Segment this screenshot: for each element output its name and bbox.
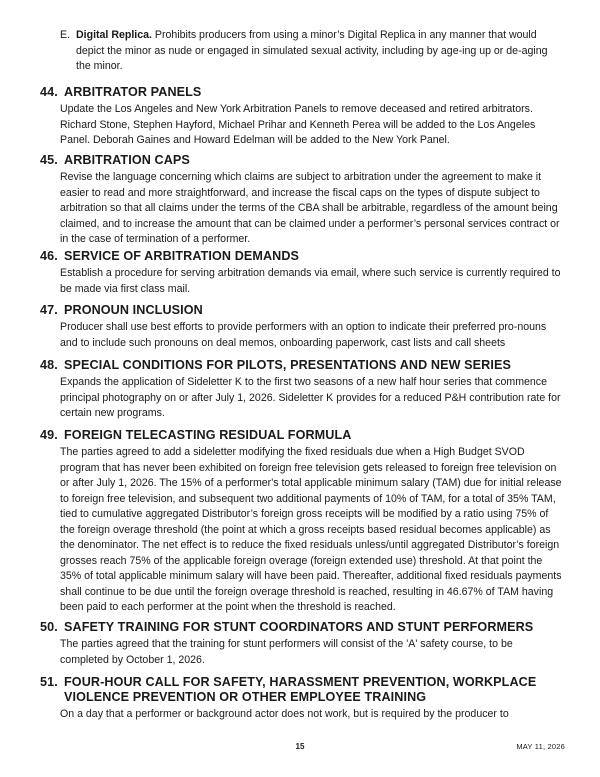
section-number: 51. xyxy=(40,675,58,689)
section-46 xyxy=(40,249,562,297)
section-number: 45. xyxy=(40,153,58,167)
section-heading xyxy=(40,675,562,705)
section-heading xyxy=(40,358,562,373)
section-number: 47. xyxy=(40,303,58,317)
section-heading xyxy=(40,249,562,264)
section-body: Establish a procedure for serving arbitration demands via email, where such service is currently required to be made via first class mail. xyxy=(60,267,561,295)
section-number: 46. xyxy=(40,249,58,263)
section-heading xyxy=(40,428,562,443)
section-47 xyxy=(40,303,562,351)
section-title: SERVICE OF ARBITRATION DEMANDS xyxy=(64,249,300,263)
section-body: Revise the language concerning which claims are subject to arbitration under the agreement to make it easier to read and more straightforward, and increase the fiscal caps on the types of dispute subject to arbitration so that all claims under the terms of the CBA shall be arbitrable, regardless of the amount being claimed, and to increase the amount that can be claimed under a performer’s personal services contract or in the case of termination of a performer. xyxy=(60,171,560,245)
section-number: 49. xyxy=(40,428,58,442)
section-45 xyxy=(40,153,562,248)
list-item-body xyxy=(76,28,560,75)
section-body: Expands the application of Sideletter K to the first two seasons of a new half hour series that commence principal photography on or after July 1, 2026. Sideletter K provides for a reduced P&H contribution rate for certain new programs. xyxy=(60,376,561,419)
section-title: ARBITRATOR PANELS xyxy=(64,85,202,99)
section-body: Update the Los Angeles and New York Arbitration Panels to remove deceased and retired arbitrators. Richard Stone, Stephen Hayford, Michael Prihar and Kenneth Perea will be added to the Los Angeles Panel. Deborah Gaines and Howard Edelman will be added to the New York Panel. xyxy=(60,103,536,146)
section-body: The parties agreed to add a sideletter modifying the fixed residuals due when a High Budget SVOD program that has never been exhibited on foreign free television gets released to foreign free television on or after July 1, 2026. The 15% of a performer's total applicable minimum salary (TAM) due for initial release to foreign free television, and subsequent two additional payments of 10% of TAM, for a total of 35% TAM, tied to cumulative aggregated Distributor’s foreign gross receipts will be modified by a ratio using 75% of the foreign overage threshold (the point at which a gross receipts based residual becomes applicable) as the denominator. The net effect is to reduce the fixed residuals unless/until aggregated Distributor’s foreign grosses reach 75% of the applicable foreign overage (foreign extended use) threshold. At that point the 35% of total applicable minimum salary will have been paid. Thereafter, additional fixed residuals payments shall continue to be due until the foreign overage threshold is reached, resulting in 46.67% of TAM having been paid to each performer at the point when the threshold is reached. xyxy=(60,446,562,613)
section-body: Producer shall use best efforts to provide performers with an option to indicate their preferred pro-nouns and to include such pronouns on deal memos, onboarding paperwork, cast lists and call sheets xyxy=(60,321,547,349)
section-48 xyxy=(40,358,562,422)
section-50 xyxy=(40,620,562,668)
section-heading xyxy=(40,620,562,635)
section-title: FOUR-HOUR CALL FOR SAFETY, HARASSMENT PREVENTION, WORKPLACE VIOLENCE PREVENTION OR OTHER EMPLOYEE TRAINING xyxy=(64,675,537,704)
section-51 xyxy=(40,675,562,723)
section-heading xyxy=(40,303,562,318)
list-item-letter: E. xyxy=(60,29,71,41)
section-heading xyxy=(40,85,562,100)
section-44 xyxy=(40,85,562,149)
section-number: 48. xyxy=(40,358,58,372)
section-49 xyxy=(40,428,562,616)
section-title: FOREIGN TELECASTING RESIDUAL FORMULA xyxy=(64,428,352,442)
list-item-term: Digital Replica. xyxy=(76,29,152,41)
page-number: 15 xyxy=(295,742,305,751)
footer-date: MAY 11, 2026 xyxy=(516,742,565,751)
section-number: 50. xyxy=(40,620,58,634)
section-number: 44. xyxy=(40,85,58,99)
list-item-digital-replica xyxy=(60,28,560,75)
section-body: The parties agreed that the training for stunt performers will consist of the 'A' safety course, to be completed by October 1, 2026. xyxy=(60,638,513,666)
section-heading xyxy=(40,153,562,168)
section-title: PRONOUN INCLUSION xyxy=(64,303,203,317)
section-title: SPECIAL CONDITIONS FOR PILOTS, PRESENTATIONS AND NEW SERIES xyxy=(64,358,511,372)
section-title: ARBITRATION CAPS xyxy=(64,153,190,167)
section-body: On a day that a performer or background actor does not work, but is required by the producer to xyxy=(60,708,509,720)
section-title: SAFETY TRAINING FOR STUNT COORDINATORS AND STUNT PERFORMERS xyxy=(64,620,534,634)
list-item-text: Prohibits producers from using a minor’s Digital Replica in any manner that would depict the minor as nude or engaged in simulated sexual activity, including by age-ing up or de-aging the minor. xyxy=(76,29,548,72)
